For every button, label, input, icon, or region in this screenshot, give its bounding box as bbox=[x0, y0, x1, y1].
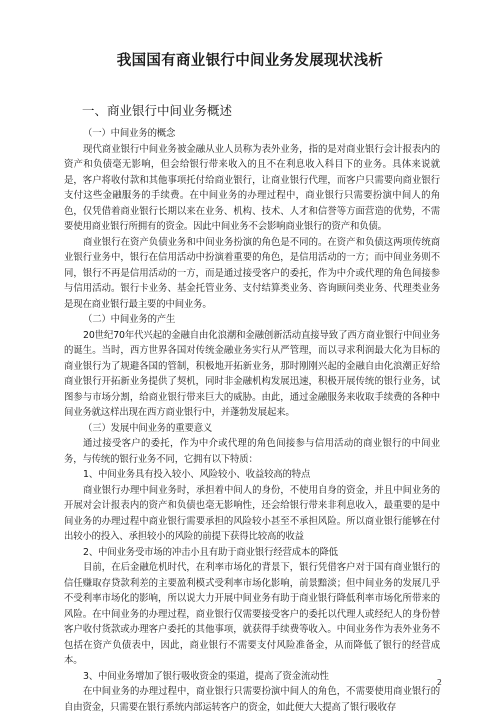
point-heading: 1、中间业务具有投入较小、风险较小、收益较高的特点 bbox=[83, 469, 311, 480]
subsection-heading: （三）发展中间业务的重要意义 bbox=[83, 422, 213, 434]
point-heading: 2、中间业务受市场的冲击小且有助于商业银行经营成本的降低 bbox=[83, 546, 338, 558]
paragraph: 商业银行在资产负债业务和中间业务扮演的角色是不同的。在资产和负债这两项传统商业银行业务中，银行在信用活动中扮演着重要的角色，是信用活动的一方；而中间业务则不同，银行不再是信用活动的一方，而是通过接受客户的委托，作为中介或代理的角色间接参与信用活动。银行卡业务、基金托管业务、支付结算类业务、咨询顾问类业务、代理类业务是现在商业银行最主要的中间业务。 bbox=[64, 236, 440, 310]
paragraph: 现代商业银行中间业务被金融从业人员称为表外业务，指的是对商业银行会计报表内的资产和负债毫无影响，但会给银行带来收入的且不在利息收入科目下的业务。具体来说就是，客户将收付款和其他事项托付给商业银行，让商业银行代理，而客户只需要向商业银行支付这些金融服务的手续费。在中间业务的办理过程中，商业银行只需要扮演中间人的角色，仅凭借着商业银行长期以来在业务、机构、技术、人才和信誉等方面营造的优势，不需要使用商业银行所拥有的资金。因此中间业务不会影响商业银行的资产和负债。 bbox=[64, 143, 440, 232]
paragraph: 目前，在后金融危机时代，在利率市场化的背景下，银行凭借客户对于国有商业银行的信任赚取存贷款利差的主要盈利模式受利率市场化影响，前景黯淡；但中间业务的发展几乎不受利率市场化的影响，所以说大力开展中间业务有助于商业银行降低利率市场化所带来的风险。在中间业务的办理过程，商业银行仅需要接受客户的委托以代理人或经纪人的身份替客户收付货款或办理客户委托的其他事项，就获得手续费等收入。中间业务作为表外业务不包括在资产负债表中，因此，商业银行不需要支付风险准备金，从而降低了银行的经营成本。 bbox=[64, 562, 440, 666]
page-number: 2 bbox=[436, 678, 442, 687]
subsection-heading: （二）中间业务的产生 bbox=[83, 314, 176, 325]
subsection-heading: （一）中间业务的概念 bbox=[83, 128, 176, 139]
document-title: 我国国有商业银行中间业务发展现状浅析 bbox=[116, 53, 384, 69]
paragraph: 商业银行办理中间业务时，承担着中间人的身份，不使用自身的资金，并且中间业务的开展对会计报表内的资产和负债也毫无影响性，还会给银行带来非利息收入，最重要的是中间业务的办理过程中商业银行需要承担的风险较小甚至不承担风险。所以商业银行能够在付出较小的投入、承担较小的风险的前提下获得比较高的收益 bbox=[64, 484, 440, 542]
body-text bbox=[64, 126, 440, 715]
section-heading: 一、商业银行中间业务概述 bbox=[82, 103, 233, 118]
paragraph: 通过接受客户的委托，作为中介或代理的角色间接参与信用活动的商业银行的中间业务，与传统的银行业务不同，它拥有以下特质： bbox=[64, 438, 440, 465]
paragraph: 20世纪70年代兴起的金融自由化浪潮和金融创新活动直接导致了西方商业银行中间业务的诞生。当时，西方世界各国对传统金融业务实行从严管理，而以寻求利润最大化为目标的商业银行为了规避各国的管制，积极地开拓新业务，那时刚刚兴起的金融自由化浪潮正好给商业银行开拓新业务提供了契机，同时非金融机构发展迅速，积极开展传统的银行业务，试图参与市场分割，给商业银行带来巨大的威胁。由此，通过金融服务来收取手续费的各种中间业务就这样出现在西方商业银行中，并蓬勃发展起来。 bbox=[64, 329, 440, 418]
paragraph: 在中间业务的办理过程中，商业银行只需要扮演中间人的角色，不需要使用商业银行的自由资金，只需要在银行系统内部运转客户的资金，如此便大大提高了银行吸收存 bbox=[64, 686, 440, 713]
point-heading: 3、中间业务增加了银行吸收资金的渠道，提高了资金流动性 bbox=[83, 670, 329, 682]
